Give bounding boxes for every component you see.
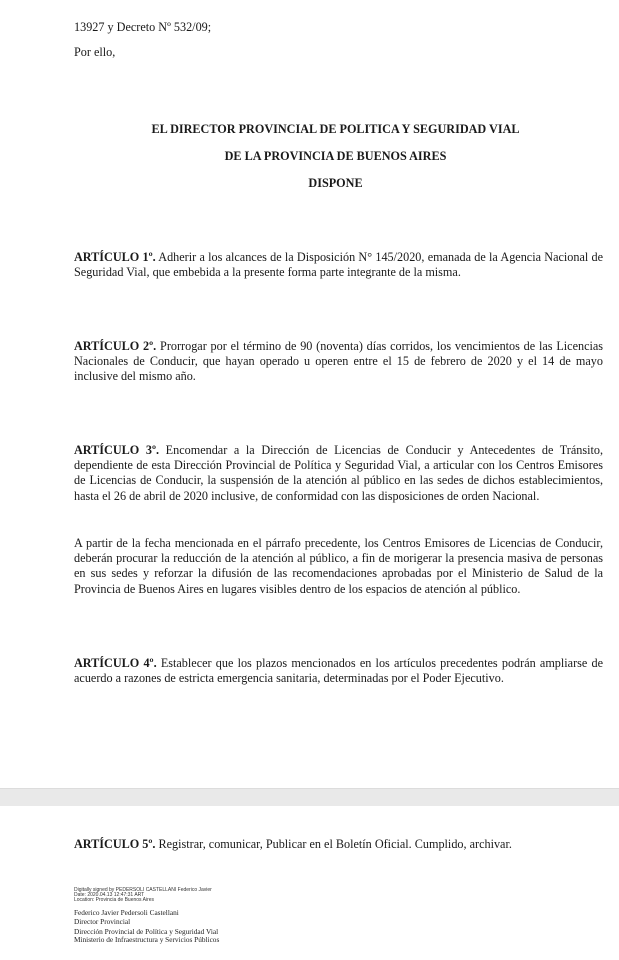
article-3-continuation [74,536,603,597]
article-3 [74,443,603,504]
article-2-text: Prorrogar por el término de 90 (noventa) días corridos, los vencimientos de las Licencias Nacionales de Conducir, que hayan operado u operen entre el 15 de febrero de 2020 y el 14 de mayo inclusive del mismo año. [74,339,604,384]
signatory-ministry: Ministerio de Infraestructura y Servicios Públicos [74,935,220,944]
article-3-continuation-text: A partir de la fecha mencionada en el párrafo precedente, los Centros Emisores de Licencias de Conducir, deberán procurar la reducción de la atención al público, a fin de morigerar la presencia masiva de personas en sus sedes y reforzar la difusión de las recomendaciones aprobadas por el Ministerio de Salud de la Provincia de Buenos Aires en lugares visibles dentro de los espacios de atención al público. [74,536,603,596]
article-4-label: ARTÍCULO 4º. [74,656,157,670]
article-4-text: Establecer que los plazos mencionados en los artículos precedentes podrán ampliarse de acuerdo a razones de estricta emergencia sanitaria, determinadas por el Poder Ejecutivo. [74,656,603,686]
article-2 [74,339,603,385]
decree-reference: 13927 y Decreto Nº 532/09; [74,20,212,34]
title-dispone: DISPONE [308,176,363,190]
page-separator [0,788,619,808]
article-2-label: ARTÍCULO 2º. [74,339,157,353]
signatory-name: Federico Javier Pedersoli Castellani [74,908,179,917]
digital-signature-signed-by: Digitally signed by PEDERSOLI CASTELLANI Federico Javier [74,887,212,893]
article-1 [74,250,603,280]
por-ello-text: Por ello, [74,45,116,59]
article-5 [74,837,603,852]
signatory-role: Director Provincial [74,917,131,926]
article-1-label: ARTÍCULO 1º. [74,250,156,264]
document-page-2 [0,806,619,960]
title-line-1: EL DIRECTOR PROVINCIAL DE POLITICA Y SEGURIDAD VIAL [151,122,520,136]
article-1-text: Adherir a los alcances de la Disposición N° 145/2020, emanada de la Agencia Nacional de Seguridad Vial, que embebida a la presente forma parte integrante de la misma. [74,250,604,280]
title-line-2: DE LA PROVINCIA DE BUENOS AIRES [224,149,447,163]
article-5-text: Registrar, comunicar, Publicar en el Boletín Oficial. Cumplido, archivar. [158,837,512,851]
article-4 [74,656,603,686]
digital-signature-date: Date: 2020.04.13 12:47:31 ART [74,892,145,898]
digital-signature-location: Location: Provincia de Buenos Aires [74,897,155,903]
article-3-text: Encomendar a la Dirección de Licencias de Conducir y Antecedentes de Tránsito, dependiente de esta Dirección Provincial de Política y Seguridad Vial, a articular con los Centros Emisores de Licencias de Conducir, la suspensión de la atención al público en las sedes de dichos establecimientos, hasta el 26 de abril de 2020 inclusive, de conformidad con las disposiciones de orden Nacional. [74,443,603,503]
signatory-office: Dirección Provincial de Política y Seguridad Vial [74,927,219,936]
article-5-label: ARTÍCULO 5º. [74,837,156,851]
article-3-label: ARTÍCULO 3º. [74,443,160,457]
